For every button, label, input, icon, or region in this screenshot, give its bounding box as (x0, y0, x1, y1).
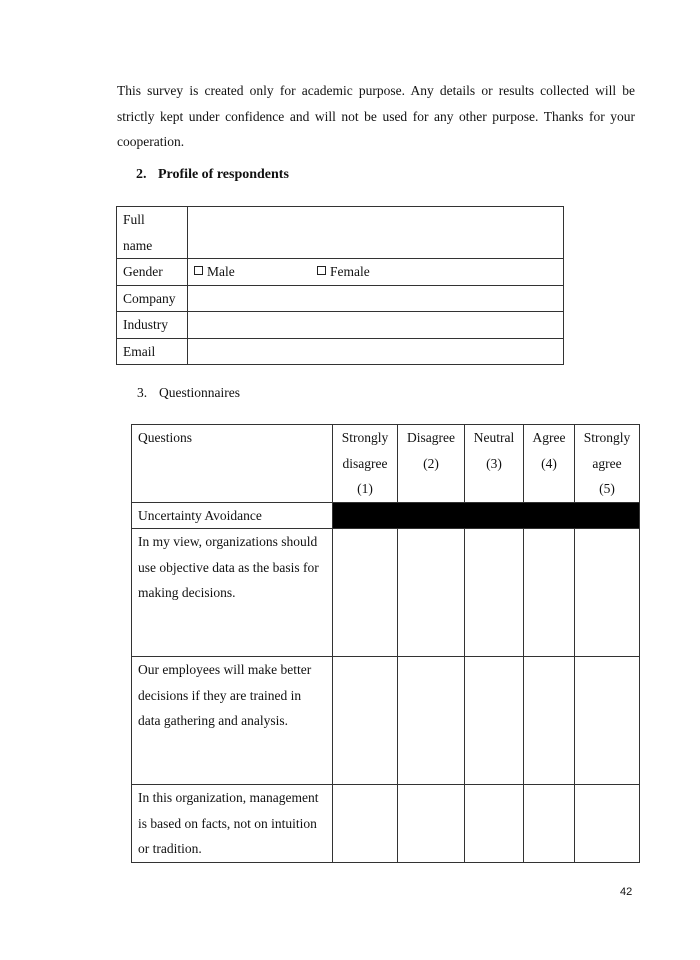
category-label: Uncertainty Avoidance (132, 502, 333, 529)
answer-cell[interactable] (575, 657, 640, 785)
questions-header: Questions (132, 425, 333, 503)
section-heading-questionnaires (137, 385, 240, 401)
answer-cell[interactable] (398, 785, 465, 863)
question-text: Our employees will make better decisions if they are trained in data gathering and analysis. (132, 657, 333, 785)
answer-cell[interactable] (524, 785, 575, 863)
industry-field[interactable] (188, 312, 564, 339)
page-number: 42 (620, 886, 633, 898)
scale-header-3: Neutral (3) (465, 425, 524, 503)
question-text: In my view, organizations should use objective data as the basis for making decisions. (132, 529, 333, 657)
answer-cell[interactable] (575, 529, 640, 657)
answer-cell[interactable] (524, 657, 575, 785)
answer-cell[interactable] (524, 529, 575, 657)
answer-cell[interactable] (398, 657, 465, 785)
intro-paragraph: This survey is created only for academic purpose. Any details or results collected will be strictly kept under confidence and will not be used for any other purpose. Thanks for your cooperation. (117, 83, 635, 149)
section-number: 3. (137, 385, 148, 400)
email-label: Email (117, 338, 188, 365)
scale-header-4: Agree (4) (524, 425, 575, 503)
full-name-field[interactable] (188, 207, 564, 259)
category-shaded-cells (333, 502, 640, 529)
company-label: Company (117, 285, 188, 312)
answer-cell[interactable] (333, 785, 398, 863)
answer-cell[interactable] (333, 529, 398, 657)
question-text: In this organization, management is based on facts, not on intuition or tradition. (132, 785, 333, 863)
section-title: Questionnaires (159, 385, 240, 400)
gender-option-male[interactable]: Male (194, 259, 317, 285)
scale-header-1: Strongly disagree (1) (333, 425, 398, 503)
full-name-label: Full name (117, 207, 188, 259)
email-field[interactable] (188, 338, 564, 365)
answer-cell[interactable] (398, 529, 465, 657)
section-heading-profile (136, 167, 289, 183)
answer-cell[interactable] (465, 785, 524, 863)
section-number: 2. (136, 167, 147, 182)
answer-cell[interactable] (465, 657, 524, 785)
industry-label: Industry (117, 312, 188, 339)
gender-option-female[interactable]: Female (317, 259, 370, 285)
answer-cell[interactable] (575, 785, 640, 863)
gender-field (188, 259, 564, 286)
company-field[interactable] (188, 285, 564, 312)
checkbox-icon[interactable] (317, 266, 326, 275)
scale-header-2: Disagree (2) (398, 425, 465, 503)
profile-table (116, 206, 564, 365)
gender-label: Gender (117, 259, 188, 286)
answer-cell[interactable] (465, 529, 524, 657)
questionnaire-table (131, 424, 640, 863)
section-title: Profile of respondents (158, 167, 289, 182)
scale-header-5: Strongly agree (5) (575, 425, 640, 503)
answer-cell[interactable] (333, 657, 398, 785)
checkbox-icon[interactable] (194, 266, 203, 275)
